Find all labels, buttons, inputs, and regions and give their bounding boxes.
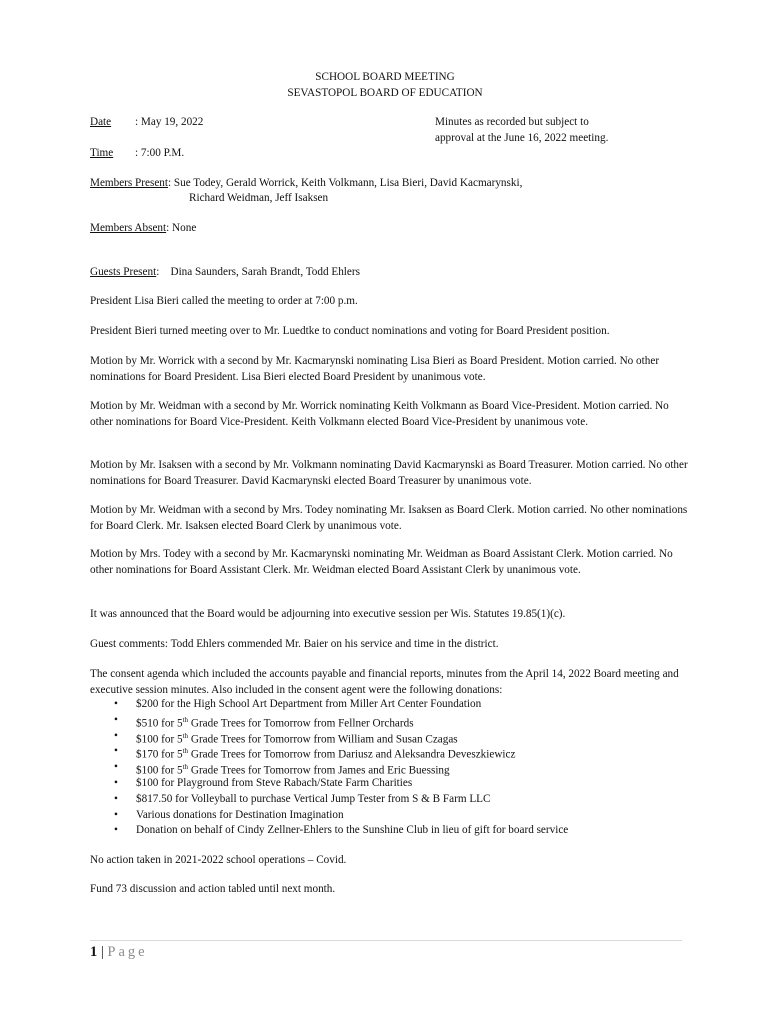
paragraph-call-to-order: President Lisa Bieri called the meeting to order at 7:00 p.m. xyxy=(90,295,358,307)
donations-list xyxy=(90,697,690,839)
paragraph-guest-comments: Guest comments: Todd Ehlers commended Mr. Baier on his service and time in the district. xyxy=(90,638,499,650)
document-title-line1: SCHOOL BOARD MEETING xyxy=(315,71,455,83)
paragraph-president-motion: Motion by Mr. Worrick with a second by Mr. Kacmarynski nominating Lisa Bieri as Board President. Motion carried. No other nominations for Board President. Lisa Bieri elected Board President by unanimous vote. xyxy=(90,355,660,383)
members-present-label: Members Present xyxy=(90,177,168,189)
members-present-names: : Sue Todey, Gerald Worrick, Keith Volkmann, Lisa Bieri, David Kacmarynski, xyxy=(168,177,523,189)
members-absent-label: Members Absent xyxy=(90,222,167,234)
paragraph-assistant-clerk-motion: Motion by Mrs. Todey with a second by Mr. Kacmarynski nominating Mr. Weidman as Board Assistant Clerk. Motion carried. No other nominations for Board Assistant Clerk. Mr. Weidman elected Board Assistant Clerk by unanimous vote. xyxy=(90,548,673,576)
paragraph-covid-operations: No action taken in 2021-2022 school operations – Covid. xyxy=(90,854,347,866)
list-item: • $817.50 for Volleyball to purchase Vertical Jump Tester from S & B Farm LLC xyxy=(90,792,690,808)
minutes-note-line1: Minutes as recorded but subject to xyxy=(435,116,589,128)
paragraph-consent-agenda: The consent agenda which included the accounts payable and financial reports, minutes from the April 14, 2022 Board meeting and executive session minutes. Also included in the consent agent were the following donations: xyxy=(90,668,679,696)
time-label: Time xyxy=(90,147,114,159)
date-value: : May 19, 2022 xyxy=(135,116,204,128)
list-item: • Various donations for Destination Imagination xyxy=(90,808,690,824)
list-item: • Donation on behalf of Cindy Zellner-Ehlers to the Sunshine Club in lieu of gift for board service xyxy=(90,823,690,839)
page-separator: | xyxy=(100,944,104,960)
list-item: • $170 for 5th Grade Trees for Tomorrow from Dariusz and Aleksandra Deveszkiewicz xyxy=(90,744,690,760)
guests-present xyxy=(90,265,360,281)
members-present-names-cont: Richard Weidman, Jeff Isaksen xyxy=(189,192,329,204)
members-present xyxy=(90,176,522,192)
paragraph-clerk-motion: Motion by Mr. Weidman with a second by Mrs. Todey nominating Mr. Isaksen as Board Clerk. Motion carried. No other nominations for Board Clerk. Mr. Isaksen elected Board Clerk by unanimous vote. xyxy=(90,504,688,532)
list-item: • $510 for 5th Grade Trees for Tomorrow from Fellner Orchards xyxy=(90,713,690,729)
paragraph-vice-president-motion: Motion by Mr. Weidman with a second by Mr. Worrick nominating Keith Volkmann as Board Vice-President. Motion carried. No other nominations for Board Vice-President. Keith Volkmann elected Board Vice-President by unanimous vote. xyxy=(90,400,669,428)
paragraph-executive-session: It was announced that the Board would be adjourning into executive session per Wis. Statutes 19.85(1)(c). xyxy=(90,608,566,620)
document-title-line2: SEVASTOPOL BOARD OF EDUCATION xyxy=(287,87,483,99)
minutes-note-line2: approval at the June 16, 2022 meeting. xyxy=(435,132,609,144)
list-item: • $100 for Playground from Steve Rabach/State Farm Charities xyxy=(90,776,690,792)
footer-divider xyxy=(90,940,682,941)
list-item: • $100 for 5th Grade Trees for Tomorrow from William and Susan Czagas xyxy=(90,729,690,745)
list-item: • $100 for 5th Grade Trees for Tomorrow from James and Eric Buessing xyxy=(90,760,690,776)
guests-present-label: Guests Present xyxy=(90,266,157,278)
page-footer xyxy=(90,943,148,961)
paragraph-treasurer-motion: Motion by Mr. Isaksen with a second by Mr. Volkmann nominating David Kacmarynski as Board Treasurer. Motion carried. No other nominations for Board Treasurer. David Kacmarynski elected Board Treasurer by unanimous vote. xyxy=(90,459,688,487)
guests-present-names: : Dina Saunders, Sarah Brandt, Todd Ehlers xyxy=(156,266,360,278)
page-word: Page xyxy=(107,944,148,960)
paragraph-fund-73: Fund 73 discussion and action tabled until next month. xyxy=(90,883,336,895)
date-label: Date xyxy=(90,116,112,128)
page-number: 1 xyxy=(90,944,98,960)
members-absent xyxy=(90,221,196,237)
members-absent-value: : None xyxy=(166,222,197,234)
paragraph-nominations-intro: President Bieri turned meeting over to Mr. Luedtke to conduct nominations and voting for Board President position. xyxy=(90,325,610,337)
time-value: : 7:00 P.M. xyxy=(135,147,185,159)
list-item: • $200 for the High School Art Department from Miller Art Center Foundation xyxy=(90,697,690,713)
